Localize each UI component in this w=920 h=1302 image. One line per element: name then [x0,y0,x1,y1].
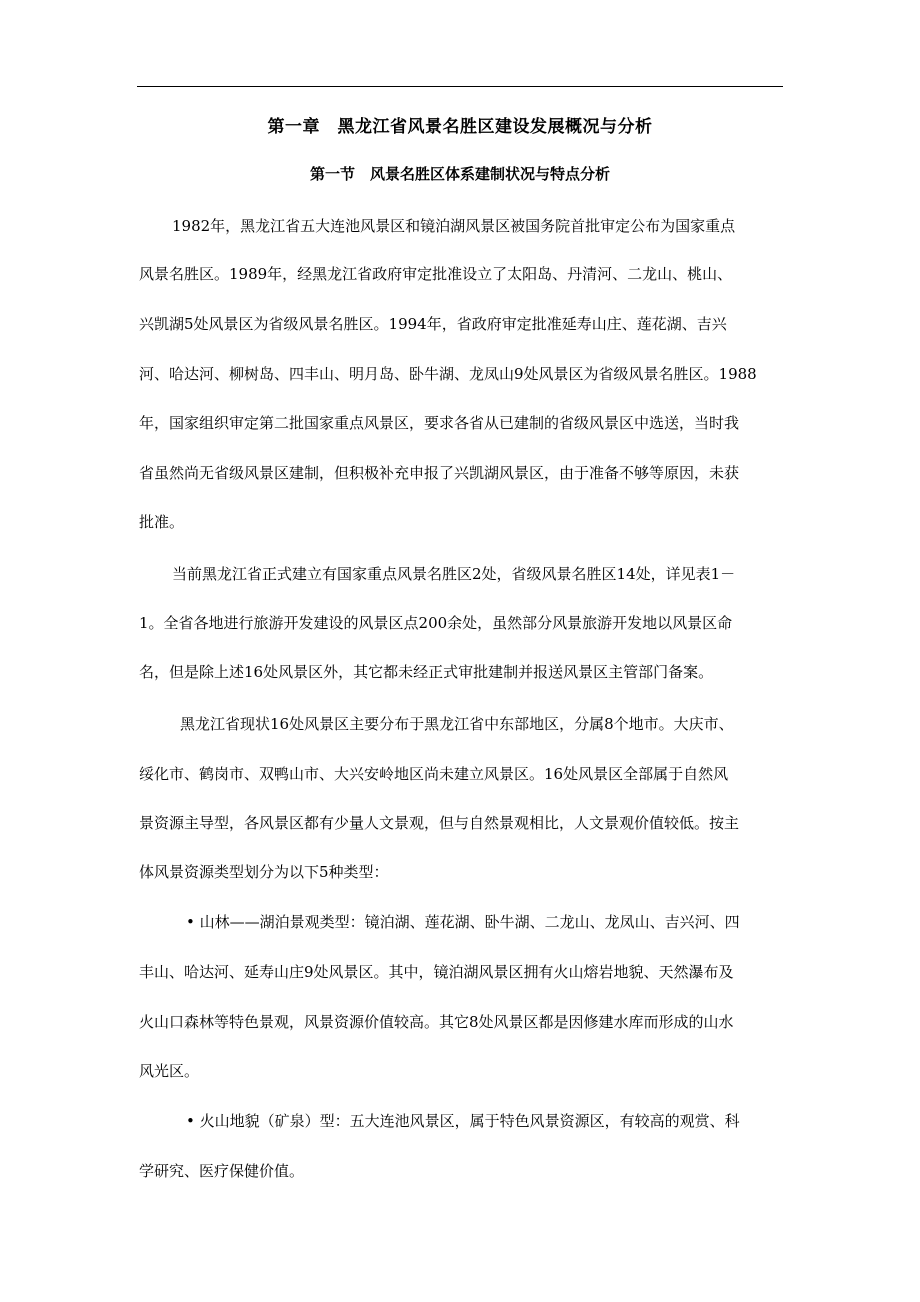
paragraph-line: 河、哈达河、柳树岛、四丰山、明月岛、卧牛湖、龙凤山9处风景区为省级风景名胜区。1988 [139,365,757,383]
paragraph-line: 体风景资源类型划分为以下5种类型： [139,863,389,881]
paragraph-line: • 火山地貌（矿泉）型：五大连池风景区，属于特色风景资源区，有较高的观赏、科 [186,1112,740,1130]
paragraph-line: 风光区。 [139,1062,200,1080]
paragraph-line: 风景名胜区。1989年，经黑龙江省政府审定批准设立了太阳岛、丹清河、二龙山、桃山、 [139,265,733,283]
paragraph-line: 丰山、哈达河、延寿山庄9处风景区。其中，镜泊湖风景区拥有火山熔岩地貌、天然瀑布及 [139,963,734,981]
paragraph-line: 名，但是除上述16处风景区外，其它都未经正式审批建制并报送风景区主管部门备案。 [139,663,714,681]
paragraph-line: 学研究、医疗保健价值。 [139,1162,305,1180]
paragraph-line: 年，国家组织审定第二批国家重点风景区，要求各省从已建制的省级风景区中选送，当时我 [139,414,740,432]
paragraph-line: 火山口森林等特色景观，风景资源价值较高。其它8处风景区都是因修建水库而形成的山水 [139,1013,734,1031]
paragraph-line: 批准。 [139,513,185,531]
chapter-title: 第一章 黑龙江省风景名胜区建设发展概况与分析 [267,117,653,137]
header-rule [137,86,783,87]
paragraph-line: 景资源主导型，各风景区都有少量人文景观，但与自然景观相比，人文景观价值较低。按主 [139,814,740,832]
paragraph-line: 省虽然尚无省级风景区建制，但积极补充申报了兴凯湖风景区，由于准备不够等原因，未获 [139,464,740,482]
paragraph-line: 1982年，黑龙江省五大连池风景区和镜泊湖风景区被国务院首批审定公布为国家重点 [172,217,736,235]
paragraph-line: 兴凯湖5处风景区为省级风景名胜区。1994年，省政府审定批准延寿山庄、莲花湖、吉兴 [139,315,727,333]
paragraph-line: 黑龙江省现状16处风景区主要分布于黑龙江省中东部地区，分属8个地市。大庆市、 [180,715,734,733]
section-title: 第一节 风景名胜区体系建制状况与特点分析 [309,165,610,183]
paragraph-line: 1。全省各地进行旅游开发建设的风景区点200余处，虽然部分风景旅游开发地以风景区命 [139,614,733,632]
paragraph-line: • 山林——湖泊景观类型：镜泊湖、莲花湖、卧牛湖、二龙山、龙凤山、吉兴河、四 [186,913,740,931]
paragraph-line: 绥化市、鹤岗市、双鸭山市、大兴安岭地区尚未建立风景区。16处风景区全部属于自然风 [139,765,729,783]
paragraph-line: 当前黑龙江省正式建立有国家重点风景名胜区2处，省级风景名胜区14处，详见表1－ [172,565,736,583]
